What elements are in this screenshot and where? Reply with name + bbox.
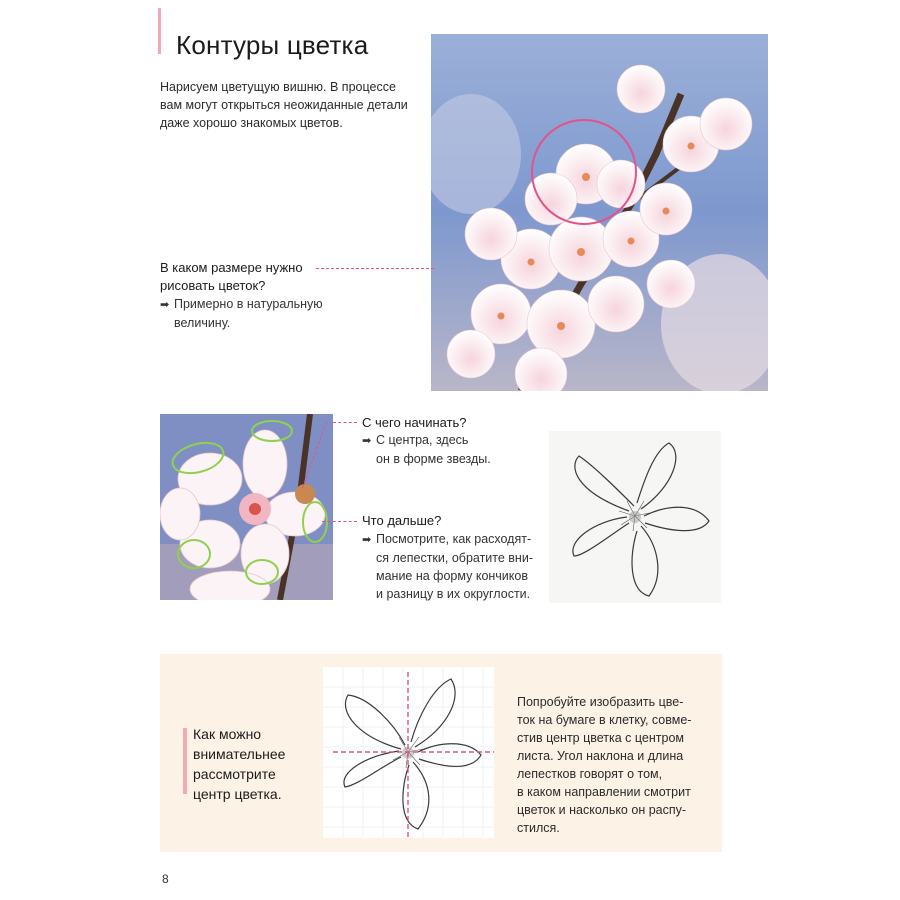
tip-line1: Как можно [193,726,262,742]
start-answer-line1: С центра, здесь [376,433,469,447]
page-title: Контуры цветка [176,30,369,60]
bottom-text-line6: в каком направлении смотрит [517,785,691,799]
arrow-right-icon: ➡ [160,299,170,311]
bottom-text-line7: цветок и насколько он распу- [517,803,687,817]
size-answer-line1: Примерно в натуральную [174,297,323,311]
bottom-text-line4: листа. Угол наклона и длина [517,749,684,763]
arrow-right-icon: ➡ [362,435,372,447]
bottom-text-line5: лепестков говорят о том, [517,767,663,781]
tip-text [193,724,285,804]
bottom-text-line2: ток на бумаге в клетку, совме- [517,713,692,727]
size-question-leader-line [316,268,434,269]
page-number: 8 [162,872,169,886]
next-answer-line4: и разницу в их округлости. [376,587,531,601]
size-question-line2: рисовать цветок? [160,278,266,293]
size-question [160,259,303,295]
flower-detail-photo [160,414,333,600]
size-question-line1: В каком размере нужно [160,260,303,275]
start-answer [362,431,491,468]
bottom-text-line3: стив центр цветка с центром [517,731,685,745]
next-leader-line [322,521,357,522]
flower-sketch-drawing [549,431,721,603]
size-answer-line2: величину. [174,316,231,330]
tip-line4: центр цветка. [193,786,282,802]
cherry-blossom-photo [431,34,768,391]
tip-accent-bar [183,728,187,794]
tip-line2: внимательнее [193,746,286,762]
start-answer-line2: он в форме звезды. [376,452,491,466]
next-answer [362,530,533,603]
tip-line3: рассмотрите [193,766,276,782]
size-answer [160,295,323,332]
next-question: Что дальше? [362,513,442,528]
next-answer-line1: Посмотрите, как расходят- [376,532,532,546]
bottom-text-line1: Попробуйте изобразить цве- [517,695,684,709]
next-answer-line3: мание на форму кончиков [376,569,528,583]
bottom-text-line8: стился. [517,821,560,835]
bottom-instructions [517,693,717,837]
intro-text: Нарисуем цветущую вишню. В процессе вам могут открыться неожиданные детали даже хорошо знакомых цветов. [160,80,408,130]
arrow-right-icon: ➡ [362,534,372,546]
title-accent-bar [158,8,161,54]
next-answer-line2: ся лепестки, обратите вни- [376,551,533,565]
centered-sketch-drawing [323,667,494,838]
start-leader-line [333,422,357,423]
start-question: С чего начинать? [362,415,467,430]
